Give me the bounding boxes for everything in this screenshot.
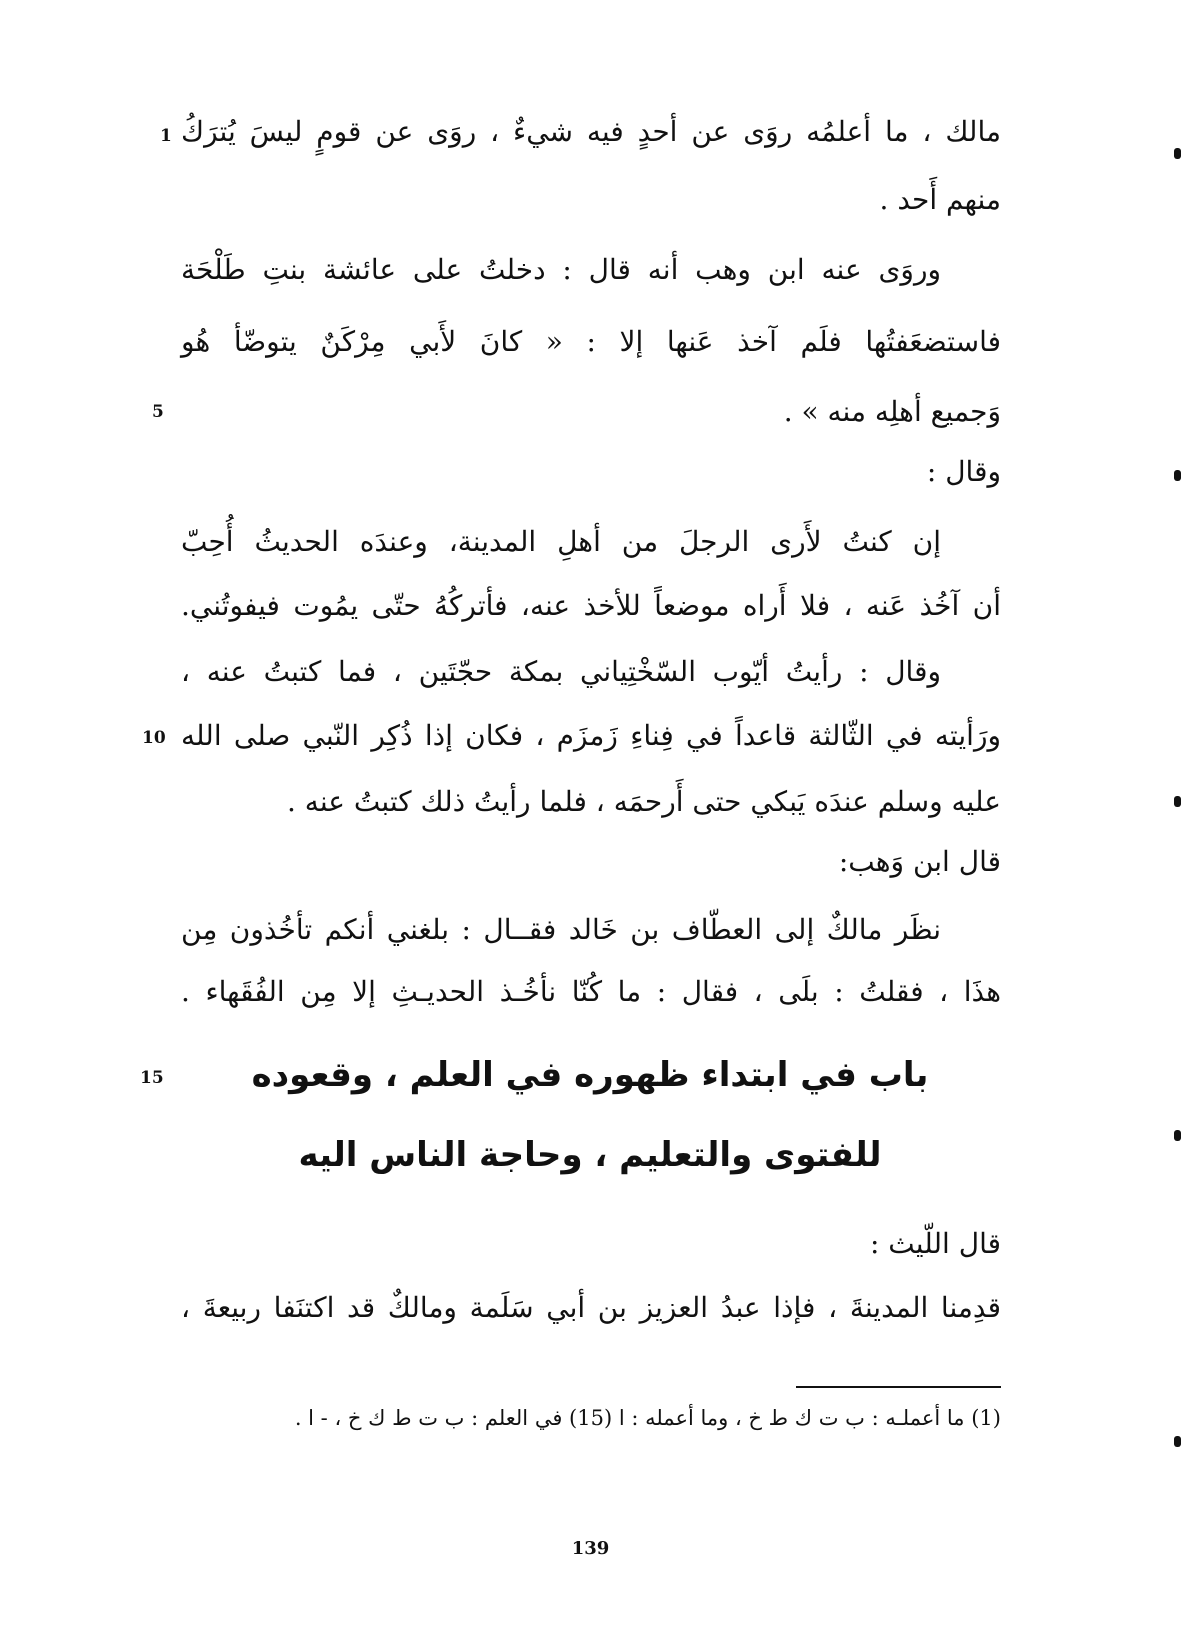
text-line-6: وقال :: [926, 455, 1001, 488]
binding-mark: [1174, 1130, 1181, 1141]
chapter-heading-line-2: للفتوى والتعليم ، وحاجة الناس اليه: [298, 1135, 882, 1175]
text-line-13: نظَر مالكٌ إلى العطّاف بن خَالد فقــال : بلغني أنكم تأخُذون مِن: [181, 913, 941, 946]
text-line-12: قال ابن وَهب:: [838, 845, 1001, 878]
text-line-2: منهم أَحد .: [879, 183, 1001, 216]
binding-mark: [1174, 1436, 1181, 1447]
text-line-5: وَجميع أهلِه منه » .: [783, 395, 1001, 428]
line-number-10: 10: [142, 728, 166, 748]
text-line-9: وقال : رأيتُ أيّوب السّخْتِياني بمكة حجّتَين ، فما كتبتُ عنه ،: [181, 655, 941, 688]
text-line-14: هذَا ، فقلتُ : بلَى ، فقال : ما كُنّا نأخُـذ الحديـثِ إلا مِن الفُقَهاء .: [181, 975, 1001, 1008]
binding-mark: [1174, 796, 1181, 807]
footnote: (1) ما أعملـه : ب ت ك ط خ ، وما أعمله : ا (15) في العلم : ب ت ط ك خ ، - ا .: [294, 1406, 1001, 1430]
text-line-8: أن آخُذ عَنه ، فلا أَراه موضعاً للأخذ عنه، فأتركُهُ حتّى يمُوت فيفوتُني.: [181, 589, 1001, 622]
line-number-15: 15: [140, 1068, 164, 1088]
chapter-heading-line-1: باب في ابتداء ظهوره في العلم ، وقعوده: [251, 1055, 929, 1095]
text-line-7: إن كنتُ لأَرى الرجلَ من أهلِ المدينة، وعندَه الحديثُ أُحِبّ: [181, 525, 941, 558]
text-line-15: قال اللّيث :: [869, 1227, 1001, 1260]
text-line-4: فاستضعَفتُها فلَم آخذ عَنها إلا : « كانَ لأَبي مِرْكَنٌ يتوضّأ هُو: [181, 325, 1001, 358]
text-line-11: عليه وسلم عندَه يَبكي حتى أَرحمَه ، فلما رأيتُ ذلك كتبتُ عنه .: [287, 785, 1001, 818]
text-line-1: مالك ، ما أعلمُه روَى عن أحدٍ فيه شيءٌ ، روَى عن قومٍ ليسَ يُترَكُ: [181, 115, 1001, 148]
page-number: 139: [571, 1538, 610, 1559]
binding-mark: [1174, 470, 1181, 481]
text-line-3: وروَى عنه ابن وهب أنه قال : دخلتُ على عائشة بنتِ طَلْحَة: [181, 253, 941, 286]
line-number-1: 1: [160, 126, 172, 146]
footnote-separator: [796, 1386, 1001, 1388]
text-line-10: ورَأيته في الثّالثة قاعداً في فِناءِ زَمزَم ، فكان إذا ذُكِر النّبي صلى الله: [181, 719, 1001, 752]
text-line-16: قدِمنا المدينةَ ، فإذا عبدُ العزيز بن أبي سَلَمة ومالكٌ قد اكتنَفا ربيعةَ ،: [181, 1291, 1001, 1324]
line-number-5: 5: [152, 402, 164, 422]
binding-mark: [1174, 148, 1181, 159]
